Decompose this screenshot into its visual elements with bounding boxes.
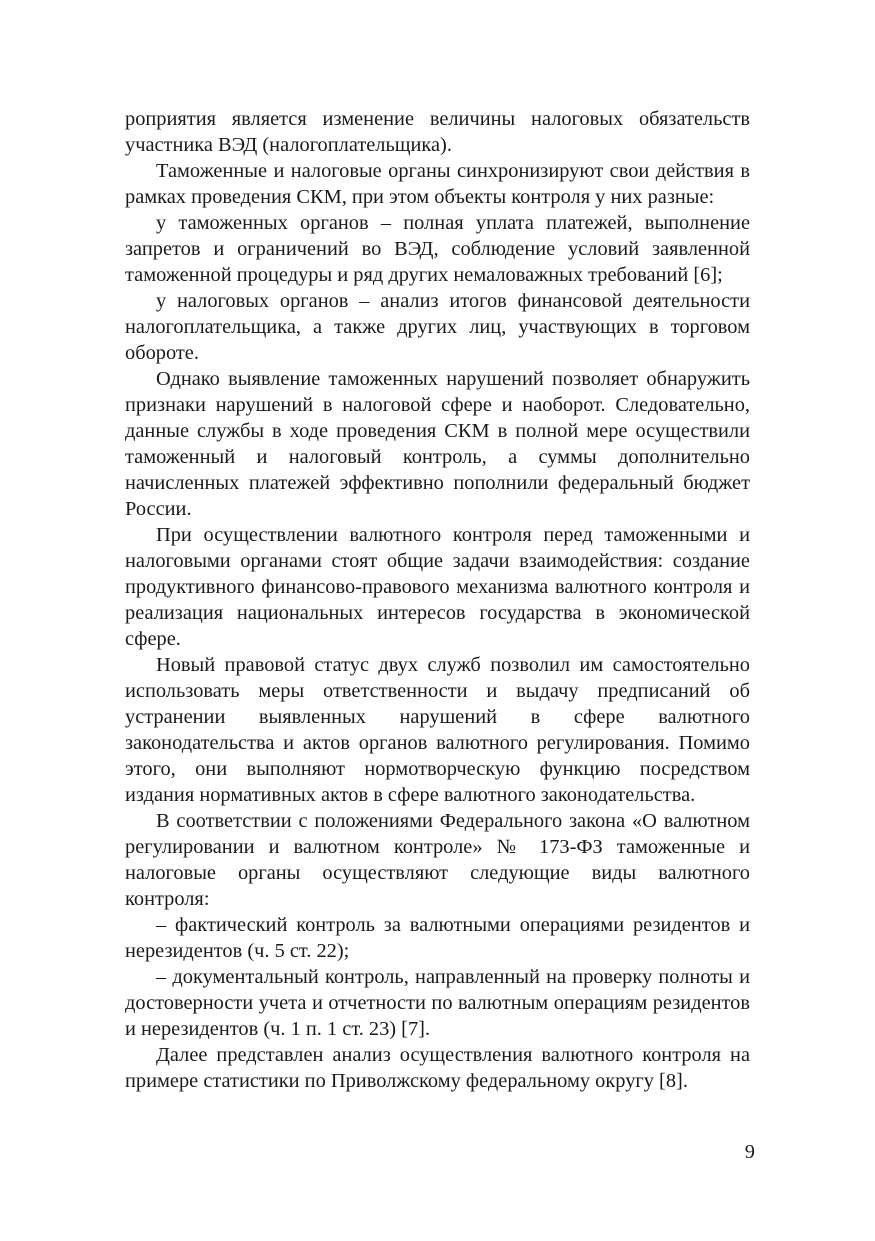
paragraph-actual-control: – фактический контроль за валютными операциями резидентов и нерезидентов (ч. 5 ст. 22); (125, 914, 750, 962)
paragraph-documentary-control: – документальный контроль, направленный на проверку полноты и достоверности учета и отчетности по валютным операциям резидентов и нерезидентов (ч. 1 п. 1 ст. 23) [7]. (125, 966, 750, 1040)
paragraph-customs-objects: у таможенных органов – полная уплата платежей, выполнение запретов и ограничений во ВЭД, соблюдение условий заявленной таможенной процедуры и ряд других немаловажных требований [6]; (125, 212, 750, 286)
paragraph-analysis-intro: Далее представлен анализ осуществления валютного контроля на примере статистики по Приволжскому федеральному округу [8]. (125, 1044, 750, 1092)
paragraph-currency-control-tasks: При осуществлении валютного контроля перед таможенными и налоговыми органами стоят общие задачи взаимодействия: создание продуктивного финансово-правового механизма валютного контроля и реализация национальных интересов государства в экономической сфере. (125, 524, 750, 650)
paragraph-synchronization: Таможенные и налоговые органы синхронизируют свои действия в рамках проведения СКМ, при этом объекты контроля у них разные: (125, 160, 750, 208)
page-number: 9 (744, 1141, 755, 1163)
paragraph-tax-objects: у налоговых органов – анализ итогов финансовой деятельности налогоплательщика, а также других лиц, участвующих в торговом обороте. (125, 290, 750, 364)
body-text (125, 106, 750, 1094)
paragraph-legal-status: Новый правовой статус двух служб позволил им самостоятельно использовать меры ответственности и выдачу предписаний об устранении выявленных нарушений в сфере валютного законодательства и актов органов валютного регулирования. Помимо этого, они выполняют нормотворческую функцию посредством издания нормативных актов в сфере валютного законодательства. (125, 654, 750, 806)
paragraph-violations: Однако выявление таможенных нарушений позволяет обнаружить признаки нарушений в налоговой сфере и наоборот. Следовательно, данные службы в ходе проведения СКМ в полной мере осуществили таможенный и налоговый контроль, а суммы дополнительно начисленных платежей эффективно пополнили федеральный бюджет России. (125, 368, 750, 520)
paragraph-continuation: роприятия является изменение величины налоговых обязательств участника ВЭД (налогоплательщика). (125, 108, 750, 156)
paragraph-federal-law: В соответствии с положениями Федерального закона «О валютном регулировании и валютном контроле» № 173-ФЗ таможенные и налоговые органы осуществляют следующие виды валютного контроля: (125, 810, 750, 910)
